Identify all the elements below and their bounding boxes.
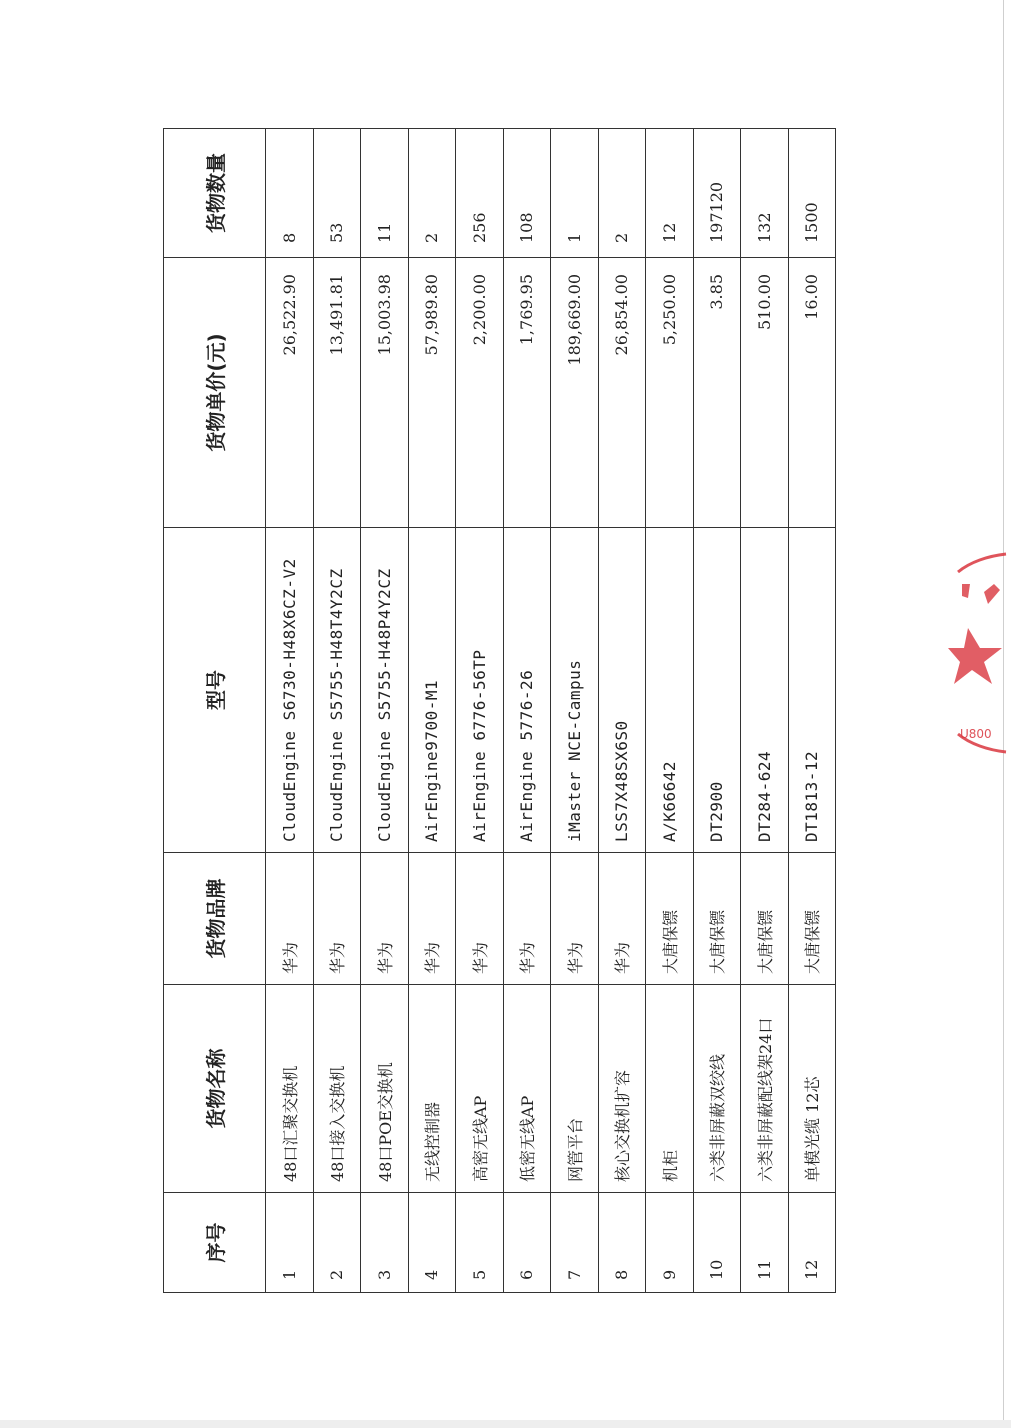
- cell-name: 六类非屏蔽双绞线: [693, 985, 741, 1193]
- cell-brand: 华为: [361, 853, 409, 985]
- cell-model: CloudEngine S5755-H48T4Y2CZ: [313, 528, 361, 853]
- cell-model: AirEngine 5776-26: [503, 528, 551, 853]
- table-row: [741, 129, 789, 1293]
- cell-model: AirEngine 6776-56TP: [456, 528, 504, 853]
- table-row: [551, 129, 599, 1293]
- cell-unit-price: 57,989.80: [408, 258, 456, 528]
- cell-quantity: 12: [646, 129, 694, 258]
- table-row: [313, 129, 361, 1293]
- cell-quantity: 8: [266, 129, 314, 258]
- cell-brand: 大唐保镖: [646, 853, 694, 985]
- cell-quantity: 2: [408, 129, 456, 258]
- cell-brand: 华为: [266, 853, 314, 985]
- cell-quantity: 1: [551, 129, 599, 258]
- cell-index: 2: [313, 1193, 361, 1293]
- cell-quantity: 2: [598, 129, 646, 258]
- table-row: [361, 129, 409, 1293]
- cell-index: 7: [551, 1193, 599, 1293]
- goods-table: [163, 128, 836, 1293]
- cell-model: DT2900: [693, 528, 741, 853]
- cell-model: iMaster NCE-Campus: [551, 528, 599, 853]
- goods-table-container: [163, 129, 835, 1293]
- cell-index: 8: [598, 1193, 646, 1293]
- header-index: 序号: [164, 1193, 266, 1293]
- cell-index: 1: [266, 1193, 314, 1293]
- cell-unit-price: 16.00: [788, 258, 836, 528]
- cell-brand: 华为: [456, 853, 504, 985]
- cell-model: DT1813-12: [788, 528, 836, 853]
- cell-model: A/K66642: [646, 528, 694, 853]
- cell-unit-price: 15,003.98: [361, 258, 409, 528]
- cell-index: 4: [408, 1193, 456, 1293]
- cell-name: 48口汇聚交换机: [266, 985, 314, 1193]
- cell-unit-price: 26,854.00: [598, 258, 646, 528]
- cell-index: 6: [503, 1193, 551, 1293]
- cell-index: 3: [361, 1193, 409, 1293]
- company-seal-fragment: [948, 548, 1010, 758]
- table-row: [788, 129, 836, 1293]
- cell-brand: 华为: [503, 853, 551, 985]
- cell-name: 48口POE交换机: [361, 985, 409, 1193]
- cell-brand: 华为: [313, 853, 361, 985]
- cell-name: 网管平台: [551, 985, 599, 1193]
- cell-brand: 大唐保镖: [788, 853, 836, 985]
- cell-quantity: 53: [313, 129, 361, 258]
- header-unit-price: 货物单价(元): [164, 258, 266, 528]
- cell-brand: 华为: [598, 853, 646, 985]
- cell-unit-price: 26,522.90: [266, 258, 314, 528]
- cell-name: 低密无线AP: [503, 985, 551, 1193]
- header-model: 型号: [164, 528, 266, 853]
- table-row: [408, 129, 456, 1293]
- cell-unit-price: 1,769.95: [503, 258, 551, 528]
- table-row: [503, 129, 551, 1293]
- cell-brand: 大唐保镖: [741, 853, 789, 985]
- header-brand: 货物品牌: [164, 853, 266, 985]
- cell-brand: 大唐保镖: [693, 853, 741, 985]
- table-row: [266, 129, 314, 1293]
- header-name: 货物名称: [164, 985, 266, 1193]
- table-row: [598, 129, 646, 1293]
- cell-unit-price: 3.85: [693, 258, 741, 528]
- cell-model: CloudEngine S6730-H48X6CZ-V2: [266, 528, 314, 853]
- cell-name: 机柜: [646, 985, 694, 1193]
- cell-name: 六类非屏蔽配线架24口: [741, 985, 789, 1193]
- cell-quantity: 256: [456, 129, 504, 258]
- cell-index: 12: [788, 1193, 836, 1293]
- cell-brand: 华为: [408, 853, 456, 985]
- cell-model: LSS7X48SX6S0: [598, 528, 646, 853]
- table-row: [646, 129, 694, 1293]
- header-quantity: 货物数量: [164, 129, 266, 258]
- cell-name: 单模光缆 12芯: [788, 985, 836, 1193]
- cell-unit-price: 5,250.00: [646, 258, 694, 528]
- cell-index: 10: [693, 1193, 741, 1293]
- cell-model: DT284-624: [741, 528, 789, 853]
- cell-name: 核心交换机扩容: [598, 985, 646, 1193]
- cell-quantity: 132: [741, 129, 789, 258]
- cell-index: 9: [646, 1193, 694, 1293]
- page-bottom-margin: [0, 1420, 1011, 1428]
- cell-quantity: 1500: [788, 129, 836, 258]
- cell-quantity: 11: [361, 129, 409, 258]
- cell-unit-price: 13,491.81: [313, 258, 361, 528]
- cell-quantity: 197120: [693, 129, 741, 258]
- table-header-row: [164, 129, 266, 1293]
- cell-model: CloudEngine S5755-H48P4Y2CZ: [361, 528, 409, 853]
- cell-index: 11: [741, 1193, 789, 1293]
- cell-model: AirEngine9700-M1: [408, 528, 456, 853]
- seal-star-icon: [948, 548, 1010, 758]
- rotated-table-frame: [163, 129, 835, 1293]
- cell-name: 无线控制器: [408, 985, 456, 1193]
- cell-quantity: 108: [503, 129, 551, 258]
- table-row: [456, 129, 504, 1293]
- cell-unit-price: 189,669.00: [551, 258, 599, 528]
- cell-unit-price: 2,200.00: [456, 258, 504, 528]
- svg-text:U800: U800: [960, 727, 992, 741]
- cell-index: 5: [456, 1193, 504, 1293]
- cell-name: 高密无线AP: [456, 985, 504, 1193]
- cell-name: 48口接入交换机: [313, 985, 361, 1193]
- table-row: [693, 129, 741, 1293]
- cell-brand: 华为: [551, 853, 599, 985]
- cell-unit-price: 510.00: [741, 258, 789, 528]
